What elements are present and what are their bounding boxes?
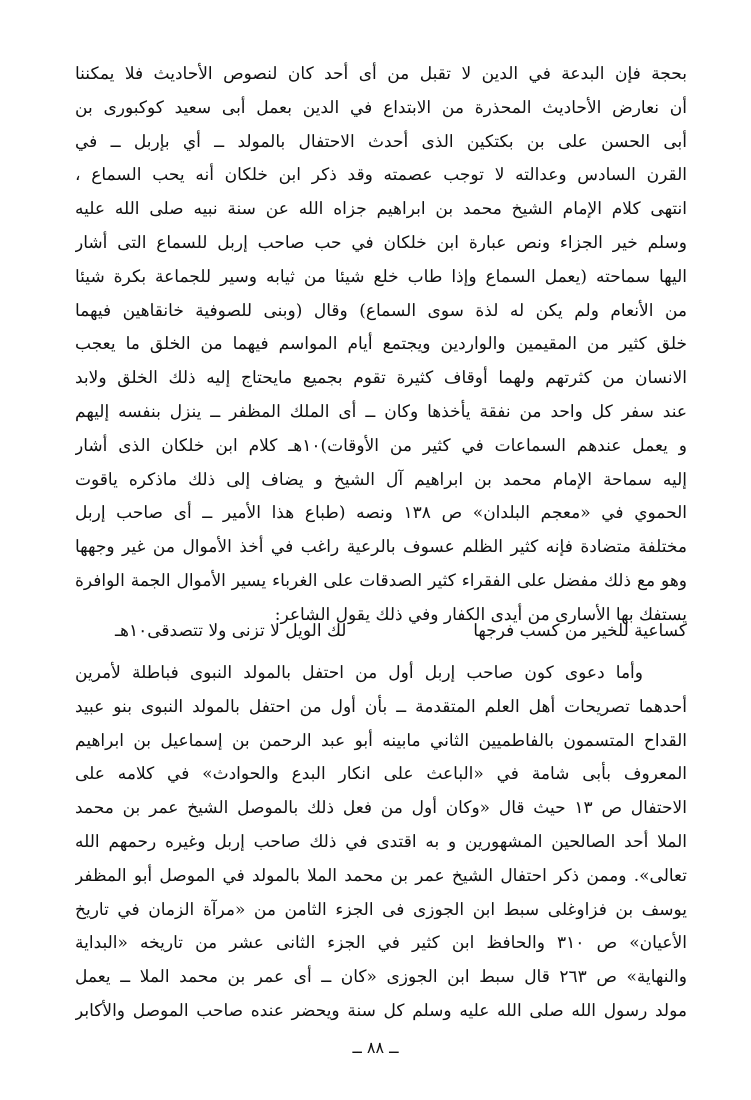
verse-second-hemistich: لك الويل لا تزنى ولا تتصدقى١٠هـ xyxy=(115,621,347,641)
poetry-verse xyxy=(75,614,687,648)
text-line: بحجة فإن البدعة في الدين لا تقبل من أى أحد كان لنصوص الأحاديث فلا يمكننا xyxy=(75,64,687,84)
text-line: الأعيان» ص ٣١٠ والحافظ ابن كثير في الجزء الثانى عشر من تاريخه «البداية xyxy=(75,933,687,954)
text-line: القرن السادس وعدالته لا توجب عصمته وقد ذكر ابن خلكان أنه يحب السماع ، xyxy=(75,165,687,186)
text-line: الاحتفال ص ١٣ حيث قال «وكان أول من فعل ذلك بالموصل الشيخ عمر بن محمد xyxy=(75,798,687,819)
second-paragraph xyxy=(75,656,687,1028)
text-line: وهو مع ذلك مفضل على الفقراء كثير الصدقات على الغرباء يسير الأموال الجمة الوافرة xyxy=(75,570,687,591)
text-line: يوسف بن فزاوغلى سبط ابن الجوزى فى الجزء الثامن من «مرآة الزمان في تاريخ xyxy=(75,899,687,920)
text-line: انتهى كلام الإمام الشيخ محمد بن ابراهيم جزاه الله عن سنة نبيه صلى الله عليه xyxy=(75,199,687,220)
text-line: القداح المتسمون بالفاطميين الثاني مابينه أبو عبد الرحمن بن إسماعيل بن ابراهيم xyxy=(75,730,687,751)
text-line: أبى الحسن على بن بكتكين الذى أحدث الاحتفال بالمولد ــ أي بإربل ــ في xyxy=(75,131,687,152)
text-line: تعالى». وممن ذكر احتفال الشيخ عمر بن محمد الملا بالمولد في الموصل أبو المظفر xyxy=(75,865,687,886)
text-line: مختلفة متضادة فإنه كثير الظلم عسوف بالرعية راغب في أخذ الأموال من غير وجهها xyxy=(75,537,687,558)
text-line: من الأنعام ولم يكن له لذة سوى السماع) وقال (وبنى للصوفية خانقاهين فيهما xyxy=(75,300,687,321)
text-line: الانسان من كثرتهم ولهما أوقاف كثيرة تقوم بجميع مايحتاج إليه ذلك الخلق ولابد xyxy=(75,368,687,389)
text-line: والنهاية» ص ٢٦٣ قال سبط ابن الجوزى «كان ــ أى عمر بن محمد الملا ــ يعمل xyxy=(75,967,687,988)
text-line: وسلم خير الجزاء ونص عبارة ابن خلكان في حب صاحب إربل للسماع التى أشار xyxy=(75,232,687,253)
text-line: المعروف بأبى شامة في «الباعث على انكار البدع والحوادث» في كلامه على xyxy=(75,764,687,785)
page-number: ــ ٨٨ ــ xyxy=(352,1038,399,1057)
text-line: اليها سماحته (يعمل السماع وإذا طاب خلع شيئا من ثيابه وسير للجماعة بكرة شيئا xyxy=(75,266,687,287)
text-line: الحموي في «معجم البلدان» ص ١٣٨ ونصه (طباع هذا الأمير ــ أى صاحب إربل xyxy=(75,503,687,524)
text-line-indented: وأما دعوى كون صاحب إربل أول من احتفل بالمولد النبوى فباطلة لأمرين xyxy=(75,663,643,683)
text-line: إليه سماحة الإمام محمد بن ابراهيم آل الشيخ و يضاف إلى ذلك ماذكره ياقوت xyxy=(75,469,687,490)
text-line: الملا أحد الصالحين المشهورين و به اقتدى في ذلك صاحب إربل وغيره رحمهم الله xyxy=(75,831,687,852)
text-line: أحدهما تصريحات أهل العلم المتقدمة ــ بأن أول من احتفل بالمولد النبوى بنو عبيد xyxy=(75,696,687,717)
text-line: مولد رسول الله صلى الله عليه وسلم كل سنة ويحضر عنده صاحب الموصل والأكابر xyxy=(75,1000,687,1021)
text-line-last: يستفك بها الأسارى من أيدى الكفار وفي ذلك يقول الشاعر: xyxy=(274,604,687,625)
text-line: و يعمل عندهم السماعات في كثير من الأوقات)١٠هـ كلام ابن خلكان الذى أشار xyxy=(75,435,687,456)
text-line: عند سفر كل واحد من نفقة يأخذها وكان ــ أى الملك المظفر ــ ينزل بنفسه إليهم xyxy=(75,401,687,422)
text-line: خلق كثير من المقيمين والواردين ويجتمع أيام المواسم فيهما من الخلق ما يعجب xyxy=(75,334,687,355)
first-paragraph xyxy=(75,58,687,633)
text-line: أن نعارض الأحاديث المحذرة من الابتداع في الدين بعمل أبى سعيد كوكبورى بن xyxy=(75,97,687,118)
verse-first-hemistich: كساعية للخير من كسب فرجها xyxy=(473,621,687,641)
